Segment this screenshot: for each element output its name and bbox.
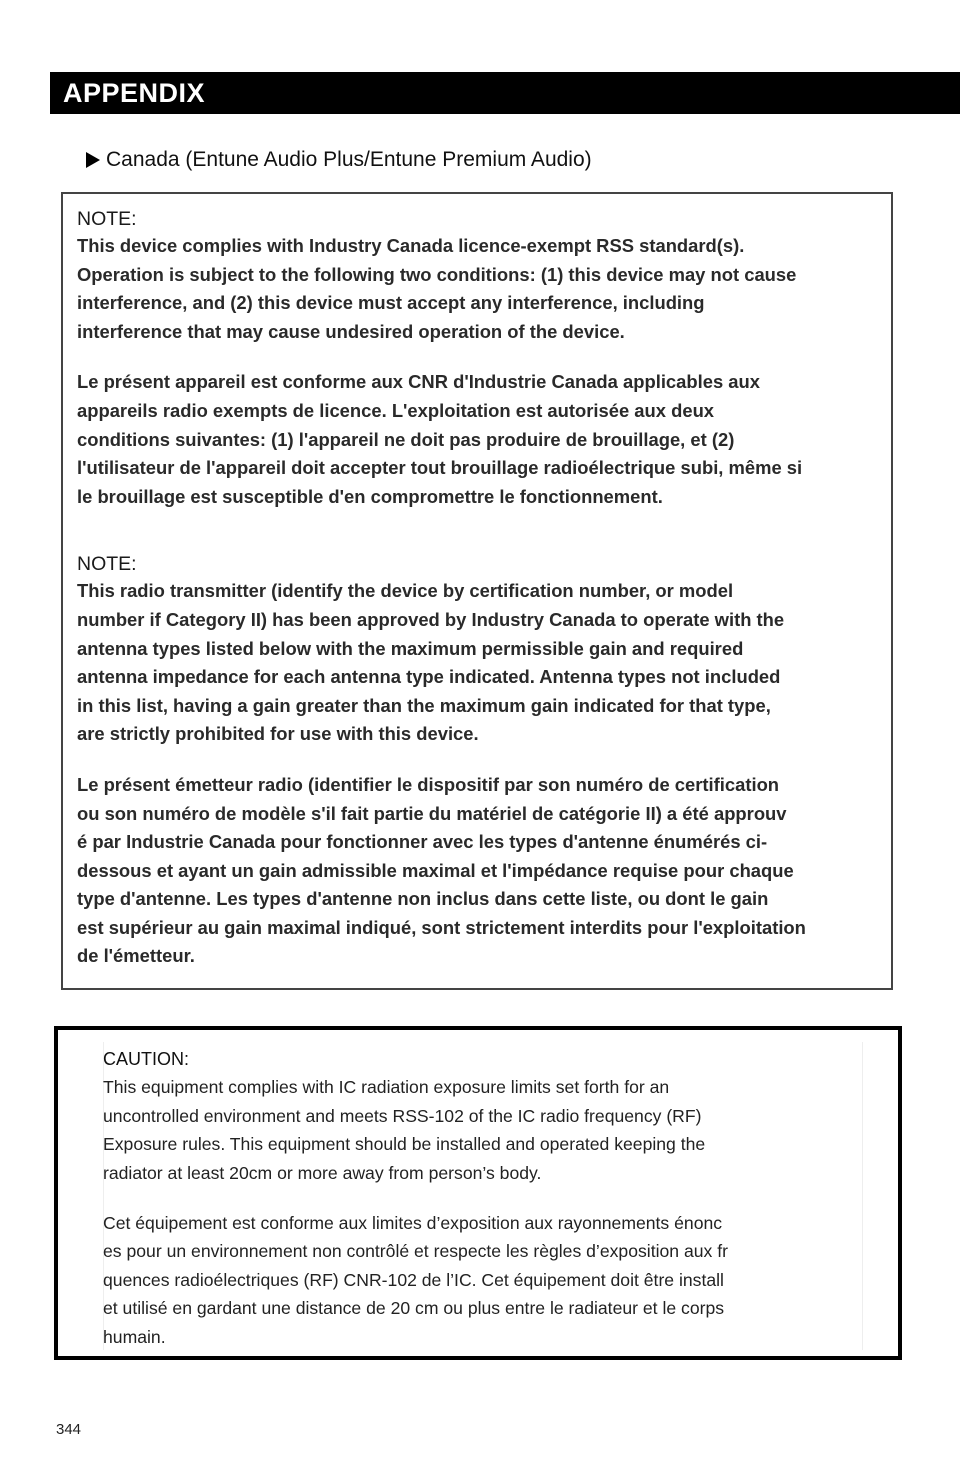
text-line: uncontrolled environment and meets RSS-102 of the IC radio frequency (RF) (103, 1105, 702, 1126)
text-line: Le présent émetteur radio (identifier le dispositif par son numéro de certification (77, 773, 780, 795)
text-line: Le présent appareil est conforme aux CNR d'Industrie Canada applicables aux (77, 371, 760, 393)
text-line: interference that may cause undesired operation of the device. (77, 320, 625, 342)
caution-english-paragraph (103, 1073, 898, 1187)
triangle-bullet-icon (86, 152, 100, 168)
text-line: antenna impedance for each antenna type indicated. Antenna types not included (77, 666, 781, 688)
text-line: Operation is subject to the following two conditions: (1) this device may not cause (77, 263, 797, 285)
text-line: type d'antenne. Les types d'antenne non inclus dans cette liste, ou dont le gain (77, 888, 769, 910)
text-line: conditions suivantes: (1) l'appareil ne doit pas produire de brouillage, et (2) (77, 428, 735, 450)
note1-label: NOTE: (77, 208, 137, 230)
subheading (86, 146, 592, 174)
text-line: quences radioélectriques (RF) CNR-102 de l’IC. Cet équipement doit être install (103, 1269, 724, 1290)
text-line: est supérieur au gain maximal indiqué, sont strictement interdits pour l'exploitation (77, 916, 806, 938)
text-line: dessous et ayant un gain admissible maximal et l'impédance requise pour chaque (77, 859, 794, 881)
text-line: Exposure rules. This equipment should be installed and operated keeping the (103, 1134, 706, 1155)
text-line: appareils radio exempts de licence. L'exploitation est autorisée aux deux (77, 399, 715, 421)
section-title-bar (50, 72, 960, 114)
note2-french-paragraph (77, 771, 881, 971)
text-line: antenna types listed below with the maximum permissible gain and required (77, 637, 744, 659)
text-line: are strictly prohibited for use with this device. (77, 723, 479, 745)
text-line: radiator at least 20cm or more away from person’s body. (103, 1162, 542, 1183)
note-box (61, 192, 893, 990)
subheading-text: Canada (Entune Audio Plus/Entune Premium Audio) (106, 148, 592, 171)
page-number: 344 (56, 1421, 82, 1438)
text-line: é par Industrie Canada pour fonctionner avec les types d'antenne énumérés ci- (77, 831, 768, 853)
text-line: This device complies with Industry Canada licence-exempt RSS standard(s). (77, 235, 745, 256)
text-line: de l'émetteur. (77, 945, 195, 967)
text-line: le brouillage est susceptible d'en compromettre le fonctionnement. (77, 485, 663, 507)
text-line: l'utilisateur de l'appareil doit accepter tout brouillage radioélectrique subi, même si (77, 457, 803, 479)
caution-box (54, 1026, 902, 1360)
text-line: This radio transmitter (identify the device by certification number, or model (77, 580, 734, 602)
note1-english-paragraph (77, 232, 881, 346)
caution-french-paragraph (103, 1209, 898, 1351)
caution-label: CAUTION: (103, 1049, 190, 1069)
text-line: Cet équipement est conforme aux limites d’exposition aux rayonnements énonc (103, 1213, 723, 1234)
section-title: APPENDIX (63, 78, 206, 108)
text-line: in this list, having a gain greater than the maximum gain indicated for that type, (77, 694, 771, 716)
text-line: humain. (103, 1326, 166, 1347)
text-line: number if Category II) has been approved by Industry Canada to operate with the (77, 608, 785, 630)
text-line: interference, and (2) this device must accept any interference, including (77, 292, 705, 314)
text-line: This equipment complies with IC radiation exposure limits set forth for an (103, 1077, 670, 1098)
note2-english-paragraph (77, 577, 881, 749)
text-line: et utilisé en gardant une distance de 20 cm ou plus entre le radiateur et le corps (103, 1298, 725, 1319)
text-line: es pour un environnement non contrôlé et respecte les règles d’exposition aux fr (103, 1241, 728, 1262)
note1-french-paragraph (77, 368, 881, 511)
text-line: ou son numéro de modèle s'il fait partie du matériel de catégorie II) a été approuv (77, 802, 787, 824)
note2-label: NOTE: (77, 553, 137, 576)
